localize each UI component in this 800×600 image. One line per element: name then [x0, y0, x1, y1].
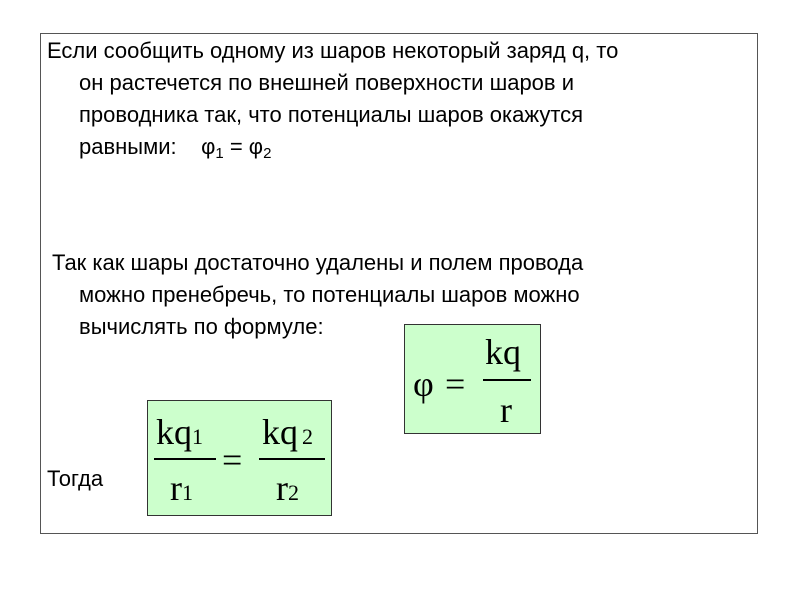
paragraph1-line2: он растечется по внешней поверхности шаров и — [79, 70, 575, 95]
right-denominator-r: r — [276, 468, 288, 508]
equals-sign: = — [223, 134, 249, 159]
formula-equal-sign: = — [222, 440, 243, 480]
right-numerator-subscript: 2 — [302, 424, 313, 449]
formula-potential — [404, 324, 541, 434]
paragraph1-line4-text: равными: — [79, 134, 202, 159]
right-numerator-kq: kq — [262, 412, 298, 452]
paragraph2-line2: можно пренебречь, то потенциалы шаров можно — [79, 282, 580, 307]
paragraph2-line1: Так как шары достаточно удалены и полем провода — [52, 250, 584, 275]
phi1-subscript: 1 — [215, 145, 224, 162]
left-denominator-subscript: 1 — [182, 480, 193, 505]
paragraph-equal-potentials — [47, 35, 618, 170]
formula-denominator: r — [500, 390, 512, 430]
right-denominator — [276, 467, 299, 509]
right-denominator-subscript: 2 — [288, 480, 299, 505]
paragraph2-line3: вычислять по формуле: — [79, 314, 324, 339]
formula-phi: φ — [413, 364, 434, 404]
formula-equals: = — [445, 364, 466, 404]
paragraph1-line1: Если сообщить одному из шаров некоторый заряд q, то — [47, 38, 619, 63]
left-numerator — [156, 411, 203, 453]
left-numerator-kq: kq — [156, 412, 192, 452]
left-denominator — [170, 467, 193, 509]
then-label: Тогда — [47, 466, 104, 491]
right-fraction-bar — [259, 458, 325, 460]
right-numerator — [262, 411, 313, 453]
paragraph1-line3: проводника так, что потенциалы шаров окажутся — [79, 102, 584, 127]
phi1-symbol: φ — [201, 134, 216, 159]
left-fraction-bar — [154, 458, 216, 460]
phi2-symbol: φ — [248, 134, 264, 159]
paragraph1-line4 — [47, 131, 618, 170]
formula-equal-potentials — [147, 400, 332, 516]
left-denominator-r: r — [170, 468, 182, 508]
formula-numerator: kq — [485, 332, 521, 372]
phi2-subscript: 2 — [263, 145, 272, 162]
left-numerator-subscript: 1 — [192, 424, 203, 449]
fraction-bar — [483, 379, 531, 381]
